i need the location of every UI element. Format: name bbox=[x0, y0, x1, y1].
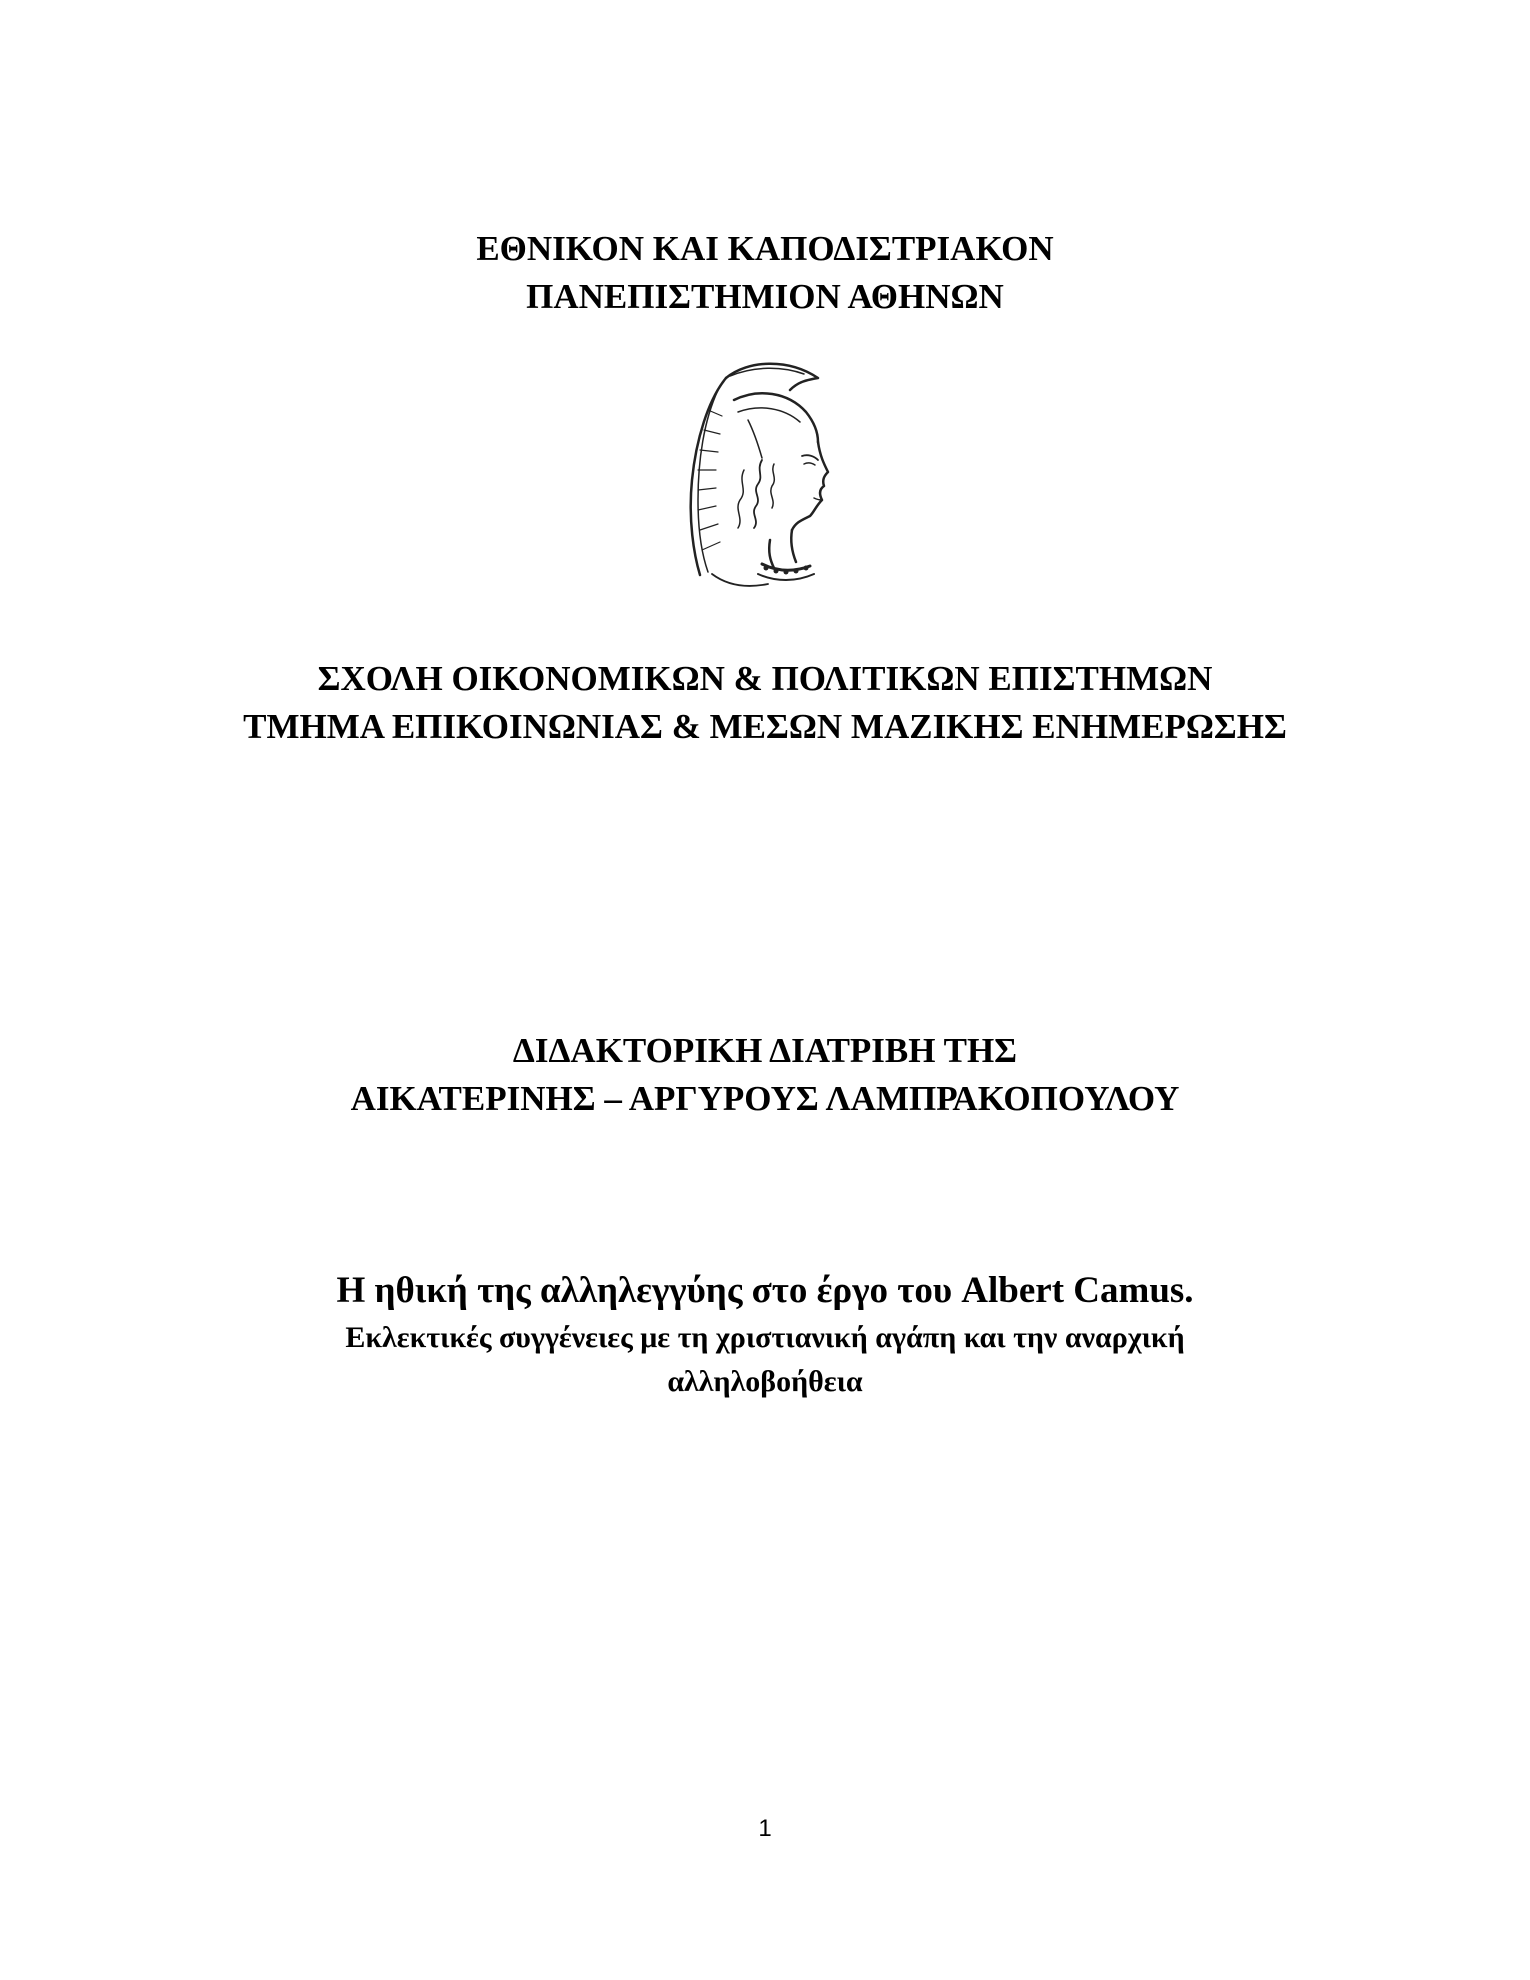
thesis-subtitle-line-2: αλληλοβοήθεια bbox=[667, 1365, 863, 1398]
athena-head-icon bbox=[678, 360, 838, 592]
department-name-line: ΤΜΗΜΑ ΕΠΙΚΟΙΝΩΝΙΑΣ & ΜΕΣΩΝ ΜΑΖΙΚΗΣ ΕΝΗΜΕΡΩΣΗΣ bbox=[243, 707, 1287, 746]
thesis-author-heading bbox=[0, 1027, 1530, 1123]
thesis-title bbox=[0, 1266, 1530, 1316]
school-heading bbox=[0, 655, 1530, 751]
university-heading bbox=[0, 225, 1530, 321]
university-name-line-2: ΠΑΝΕΠΙΣΤΗΜΙΟΝ ΑΘΗΝΩΝ bbox=[526, 277, 1004, 316]
thesis-type-line: ΔΙΔΑΚΤΟΡΙΚΗ ΔΙΑΤΡΙΒΗ ΤΗΣ bbox=[512, 1031, 1018, 1070]
university-name-line-1: ΕΘΝΙΚΟΝ ΚΑΙ ΚΑΠΟΔΙΣΤΡΙΑΚΟΝ bbox=[476, 229, 1054, 268]
page-number: 1 bbox=[758, 1815, 772, 1842]
thesis-subtitle-line-1: Εκλεκτικές συγγένειες με τη χριστιανική αγάπη και την αναρχική bbox=[345, 1321, 1185, 1354]
author-name-line: ΑΙΚΑΤΕΡΙΝΗΣ – ΑΡΓΥΡΟΥΣ ΛΑΜΠΡΑΚΟΠΟΥΛΟΥ bbox=[350, 1079, 1180, 1118]
school-name-line: ΣΧΟΛΗ ΟΙΚΟΝΟΜΙΚΩΝ & ΠΟΛΙΤΙΚΩΝ ΕΠΙΣΤΗΜΩΝ bbox=[317, 659, 1213, 698]
thesis-subtitle bbox=[0, 1316, 1530, 1404]
thesis-title-line: Η ηθική της αλληλεγγύης στο έργο του Albert Camus. bbox=[336, 1270, 1194, 1311]
